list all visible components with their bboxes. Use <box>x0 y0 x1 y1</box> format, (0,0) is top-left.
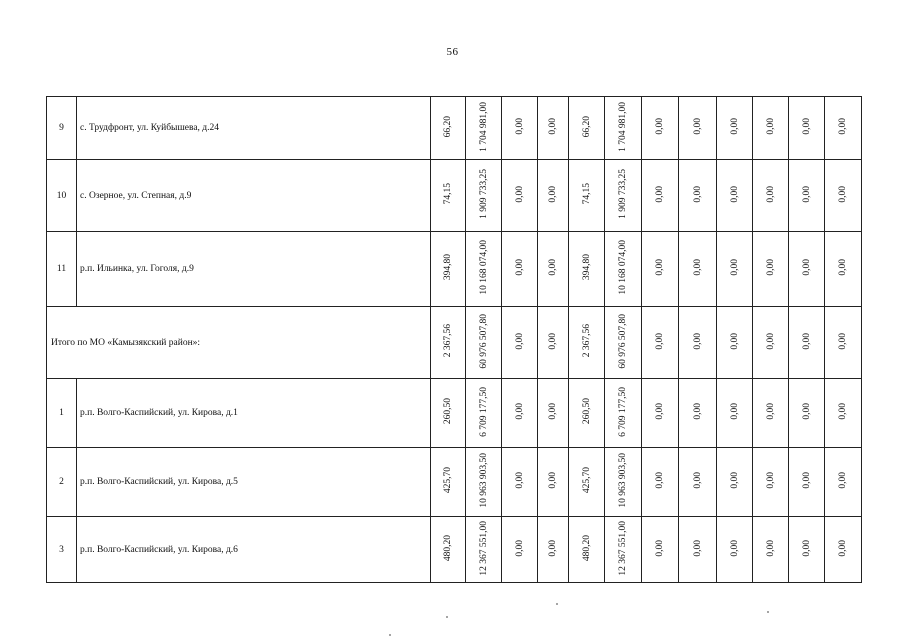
row-number: 3 <box>47 517 77 583</box>
value-text: 10 168 074,00 <box>478 240 489 295</box>
value-cell <box>605 379 642 448</box>
value-cell <box>431 379 466 448</box>
value-text: 0,00 <box>838 539 848 557</box>
scan-speck <box>556 603 558 605</box>
value-text: 0,00 <box>514 332 525 350</box>
value-cell <box>825 232 862 307</box>
value-text: 1 909 733,25 <box>478 169 489 219</box>
value-text: 0,00 <box>655 539 665 557</box>
value-text: 10 168 074,00 <box>618 240 628 295</box>
value-cell <box>789 307 825 379</box>
value-text: 60 976 507,80 <box>478 313 489 369</box>
value-cell <box>679 160 717 232</box>
value-text: 0,00 <box>729 472 740 489</box>
value-cell <box>753 448 789 517</box>
value-cell <box>569 448 605 517</box>
value-text: 60 976 507,80 <box>618 313 628 369</box>
value-text: 0,00 <box>692 472 703 489</box>
value-cell <box>431 448 466 517</box>
value-cell <box>642 160 679 232</box>
total-label: Итого по МО «Камызякский район»: <box>47 307 431 379</box>
value-text: 0,00 <box>514 259 525 276</box>
value-text: 0,00 <box>765 403 776 420</box>
value-cell <box>569 379 605 448</box>
value-text: 0,00 <box>548 472 558 489</box>
value-text: 0,00 <box>692 403 703 420</box>
value-cell <box>502 517 538 583</box>
value-text: 0,00 <box>514 118 525 135</box>
value-cell <box>431 232 466 307</box>
value-cell <box>717 160 753 232</box>
value-text: 0,00 <box>838 259 848 276</box>
value-cell <box>717 97 753 160</box>
value-cell <box>502 232 538 307</box>
value-cell <box>825 448 862 517</box>
value-text: 394,80 <box>581 254 592 281</box>
value-cell <box>502 379 538 448</box>
value-cell <box>538 160 569 232</box>
value-text: 0,00 <box>765 539 776 557</box>
value-cell <box>825 379 862 448</box>
value-cell <box>466 448 502 517</box>
value-cell <box>502 160 538 232</box>
value-text: 0,00 <box>729 539 740 557</box>
value-cell <box>466 160 502 232</box>
value-text: 480,20 <box>581 534 592 562</box>
value-cell <box>605 97 642 160</box>
table-row <box>47 517 862 583</box>
address-cell: р.п. Ильинка, ул. Гоголя, д.9 <box>77 232 431 307</box>
value-text: 0,00 <box>729 403 740 420</box>
value-cell <box>789 517 825 583</box>
value-cell <box>569 232 605 307</box>
value-text: 0,00 <box>838 403 848 420</box>
value-cell <box>605 232 642 307</box>
address-cell: р.п. Волго-Каспийский, ул. Кирова, д.6 <box>77 517 431 583</box>
value-text: 74,15 <box>581 183 592 205</box>
value-cell <box>642 307 679 379</box>
value-cell <box>753 517 789 583</box>
value-text: 0,00 <box>692 259 703 276</box>
table-row <box>47 379 862 448</box>
value-cell <box>642 448 679 517</box>
value-cell <box>538 307 569 379</box>
value-cell <box>538 232 569 307</box>
value-text: 0,00 <box>514 472 525 489</box>
value-text: 394,80 <box>443 254 453 281</box>
value-cell <box>642 232 679 307</box>
value-text: 0,00 <box>514 539 525 557</box>
value-cell <box>569 97 605 160</box>
value-cell <box>717 307 753 379</box>
address-cell: с. Трудфронт, ул. Куйбышева, д.24 <box>77 97 431 160</box>
value-cell <box>753 379 789 448</box>
value-cell <box>717 517 753 583</box>
value-text: 0,00 <box>801 403 812 420</box>
value-text: 0,00 <box>692 332 703 350</box>
value-text: 12 367 551,00 <box>478 520 489 576</box>
value-text: 12 367 551,00 <box>618 520 628 576</box>
value-text: 0,00 <box>838 118 848 135</box>
value-cell <box>717 448 753 517</box>
value-text: 10 963 903,50 <box>478 453 489 508</box>
value-cell <box>825 517 862 583</box>
value-text: 0,00 <box>765 259 776 276</box>
value-text: 425,70 <box>581 467 592 494</box>
value-cell <box>717 232 753 307</box>
value-cell <box>642 379 679 448</box>
value-cell <box>502 448 538 517</box>
value-text: 0,00 <box>548 185 558 203</box>
value-text: 0,00 <box>729 185 740 203</box>
row-number: 11 <box>47 232 77 307</box>
value-text: 2 367,56 <box>443 324 453 358</box>
value-text: 0,00 <box>838 472 848 489</box>
register-table <box>46 96 862 583</box>
value-text: 0,00 <box>801 185 812 203</box>
value-cell <box>431 307 466 379</box>
value-cell <box>466 307 502 379</box>
page-number: 56 <box>446 46 459 58</box>
value-cell <box>502 97 538 160</box>
value-text: 6 709 177,50 <box>478 386 489 437</box>
value-text: 10 963 903,50 <box>618 453 628 508</box>
value-text: 0,00 <box>838 185 848 203</box>
value-cell <box>789 448 825 517</box>
value-text: 0,00 <box>548 259 558 276</box>
value-text: 0,00 <box>729 118 740 135</box>
value-cell <box>789 379 825 448</box>
value-cell <box>431 160 466 232</box>
value-text: 0,00 <box>548 403 558 420</box>
table-row <box>47 448 862 517</box>
value-cell <box>825 307 862 379</box>
value-cell <box>753 97 789 160</box>
value-cell <box>642 97 679 160</box>
value-text: 2 367,56 <box>581 324 592 358</box>
value-text: 0,00 <box>655 118 665 135</box>
table-row <box>47 160 862 232</box>
total-row <box>47 307 862 379</box>
value-text: 260,50 <box>443 398 453 425</box>
value-text: 480,20 <box>443 534 453 562</box>
scan-speck <box>446 616 448 618</box>
value-cell <box>679 379 717 448</box>
value-cell <box>753 160 789 232</box>
value-cell <box>538 379 569 448</box>
value-text: 74,15 <box>443 183 453 205</box>
value-text: 0,00 <box>548 332 558 350</box>
value-cell <box>466 232 502 307</box>
value-text: 1 704 981,00 <box>478 101 489 152</box>
row-number: 9 <box>47 97 77 160</box>
value-cell <box>679 517 717 583</box>
value-text: 0,00 <box>655 332 665 350</box>
value-cell <box>753 307 789 379</box>
value-text: 0,00 <box>801 539 812 557</box>
value-text: 1 909 733,25 <box>618 169 628 219</box>
value-cell <box>538 97 569 160</box>
value-cell <box>679 232 717 307</box>
value-text: 0,00 <box>514 403 525 420</box>
value-text: 0,00 <box>765 332 776 350</box>
value-text: 0,00 <box>765 118 776 135</box>
value-text: 260,50 <box>581 398 592 425</box>
value-text: 0,00 <box>548 118 558 135</box>
row-number: 2 <box>47 448 77 517</box>
value-text: 0,00 <box>548 539 558 557</box>
value-cell <box>466 97 502 160</box>
row-number: 1 <box>47 379 77 448</box>
value-text: 1 704 981,00 <box>618 101 628 152</box>
value-cell <box>569 517 605 583</box>
value-cell <box>753 232 789 307</box>
value-text: 0,00 <box>729 332 740 350</box>
value-cell <box>605 160 642 232</box>
value-text: 0,00 <box>801 118 812 135</box>
value-text: 0,00 <box>838 332 848 350</box>
value-text: 0,00 <box>655 472 665 489</box>
row-number: 10 <box>47 160 77 232</box>
value-cell <box>642 517 679 583</box>
value-cell <box>825 97 862 160</box>
value-text: 66,20 <box>581 115 592 138</box>
value-cell <box>825 160 862 232</box>
value-cell <box>538 448 569 517</box>
value-text: 425,70 <box>443 467 453 494</box>
value-text: 0,00 <box>801 332 812 350</box>
value-text: 0,00 <box>514 185 525 203</box>
value-cell <box>679 448 717 517</box>
value-cell <box>569 160 605 232</box>
value-cell <box>789 97 825 160</box>
value-cell <box>605 448 642 517</box>
table-row <box>47 97 862 160</box>
value-cell <box>431 97 466 160</box>
value-text: 6 709 177,50 <box>618 386 628 437</box>
value-cell <box>605 307 642 379</box>
value-cell <box>679 97 717 160</box>
value-text: 0,00 <box>692 539 703 557</box>
value-text: 0,00 <box>692 185 703 203</box>
value-cell <box>502 307 538 379</box>
value-text: 0,00 <box>655 403 665 420</box>
value-cell <box>789 160 825 232</box>
value-cell <box>538 517 569 583</box>
address-cell: р.п. Волго-Каспийский, ул. Кирова, д.5 <box>77 448 431 517</box>
value-text: 0,00 <box>801 259 812 276</box>
value-cell <box>605 517 642 583</box>
value-cell <box>466 379 502 448</box>
value-cell <box>466 517 502 583</box>
address-cell: р.п. Волго-Каспийский, ул. Кирова, д.1 <box>77 379 431 448</box>
value-text: 0,00 <box>765 185 776 203</box>
value-text: 0,00 <box>729 259 740 276</box>
value-cell <box>569 307 605 379</box>
value-cell <box>679 307 717 379</box>
value-cell <box>431 517 466 583</box>
scan-speck <box>767 611 769 613</box>
value-cell <box>717 379 753 448</box>
value-text: 0,00 <box>765 472 776 489</box>
table-row <box>47 232 862 307</box>
value-cell <box>789 232 825 307</box>
value-text: 0,00 <box>692 118 703 135</box>
value-text: 0,00 <box>655 259 665 276</box>
value-text: 0,00 <box>655 185 665 203</box>
value-text: 66,20 <box>443 115 453 138</box>
value-text: 0,00 <box>801 472 812 489</box>
address-cell: с. Озерное, ул. Степная, д.9 <box>77 160 431 232</box>
scan-speck <box>389 634 391 636</box>
